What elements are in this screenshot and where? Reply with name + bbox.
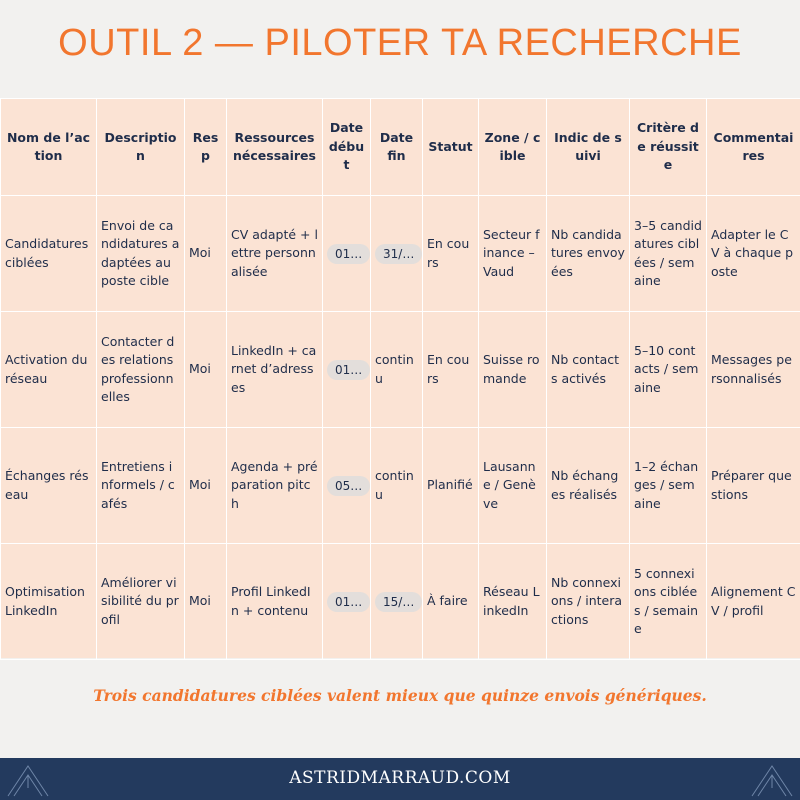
cell-action: Candidatures ciblées — [1, 196, 97, 312]
cell-criterion: 1–2 échanges / semaine — [630, 428, 707, 544]
header-cell: Critère de réussite — [630, 99, 707, 196]
header-cell: Date début — [323, 99, 371, 196]
cell-comment: Messages personnalisés — [707, 312, 800, 428]
cell-comment: Alignement CV / profil — [707, 544, 800, 660]
cell-zone: Réseau LinkedIn — [479, 544, 547, 660]
footer-bar — [0, 758, 800, 800]
cell-resources: Profil LinkedIn + contenu — [227, 544, 323, 660]
cell-zone: Suisse romande — [479, 312, 547, 428]
date-chip[interactable]: 31/… — [375, 244, 422, 264]
cell-comment: Préparer questions — [707, 428, 800, 544]
header-cell: Description — [97, 99, 185, 196]
cell-status: En cours — [423, 312, 479, 428]
cell-description: Entretiens informels / cafés — [97, 428, 185, 544]
cell-start-date — [323, 312, 371, 428]
cell-action: Activation du réseau — [1, 312, 97, 428]
tagline-quote: Trois candidatures ciblées valent mieux que quinze envois génériques. — [93, 686, 707, 705]
header-cell: Date fin — [371, 99, 423, 196]
cell-description: Améliorer visibilité du profil — [97, 544, 185, 660]
cell-indicator: Nb contacts activés — [547, 312, 630, 428]
cell-resp: Moi — [185, 312, 227, 428]
header-cell: Commentaires — [707, 99, 800, 196]
cell-indicator: Nb candidatures envoyées — [547, 196, 630, 312]
cell-end-date: continu — [371, 428, 423, 544]
header-cell: Nom de l’action — [1, 99, 97, 196]
table-row — [1, 312, 800, 428]
header-cell: Indic de suivi — [547, 99, 630, 196]
cell-indicator: Nb échanges réalisés — [547, 428, 630, 544]
cell-criterion: 5 connexions ciblées / semaine — [630, 544, 707, 660]
cell-comment: Adapter le CV à chaque poste — [707, 196, 800, 312]
cell-start-date — [323, 428, 371, 544]
cell-zone: Lausanne / Genève — [479, 428, 547, 544]
table-row — [1, 196, 800, 312]
date-chip[interactable]: 15/… — [375, 592, 422, 612]
header-cell: Statut — [423, 99, 479, 196]
cell-start-date — [323, 544, 371, 660]
cell-indicator: Nb connexions / interactions — [547, 544, 630, 660]
cell-end-date — [371, 544, 423, 660]
cell-resources: LinkedIn + carnet d’adresses — [227, 312, 323, 428]
cell-end-date — [371, 196, 423, 312]
header-cell: Zone / cible — [479, 99, 547, 196]
footer-site-link[interactable]: ASTRIDMARRAUD.COM — [289, 768, 511, 788]
cell-zone: Secteur finance – Vaud — [479, 196, 547, 312]
cell-action: Échanges réseau — [1, 428, 97, 544]
mountain-ornament-icon — [750, 762, 794, 798]
cell-description: Envoi de candidatures adaptées au poste cible — [97, 196, 185, 312]
header-cell: Resp — [185, 99, 227, 196]
cell-end-date: continu — [371, 312, 423, 428]
page-title: OUTIL 2 — PILOTER TA RECHERCHE — [58, 22, 742, 64]
table-row — [1, 428, 800, 544]
date-chip[interactable]: 01… — [327, 360, 370, 380]
header-cell: Ressources nécessaires — [227, 99, 323, 196]
cell-resources: CV adapté + lettre personnalisée — [227, 196, 323, 312]
date-chip[interactable]: 01… — [327, 244, 370, 264]
cell-action: Optimisation LinkedIn — [1, 544, 97, 660]
table-row — [1, 544, 800, 660]
cell-resp: Moi — [185, 196, 227, 312]
cell-criterion: 3–5 candidatures ciblées / semaine — [630, 196, 707, 312]
cell-resources: Agenda + préparation pitch — [227, 428, 323, 544]
cell-start-date — [323, 196, 371, 312]
date-chip[interactable]: 01… — [327, 592, 370, 612]
action-table-container — [0, 98, 800, 658]
cell-resp: Moi — [185, 428, 227, 544]
header-row — [1, 99, 800, 196]
cell-criterion: 5–10 contacts / semaine — [630, 312, 707, 428]
action-table — [0, 98, 800, 660]
cell-description: Contacter des relations professionnelles — [97, 312, 185, 428]
cell-resp: Moi — [185, 544, 227, 660]
cell-status: À faire — [423, 544, 479, 660]
cell-status: En cours — [423, 196, 479, 312]
date-chip[interactable]: 05… — [327, 476, 370, 496]
cell-status: Planifié — [423, 428, 479, 544]
